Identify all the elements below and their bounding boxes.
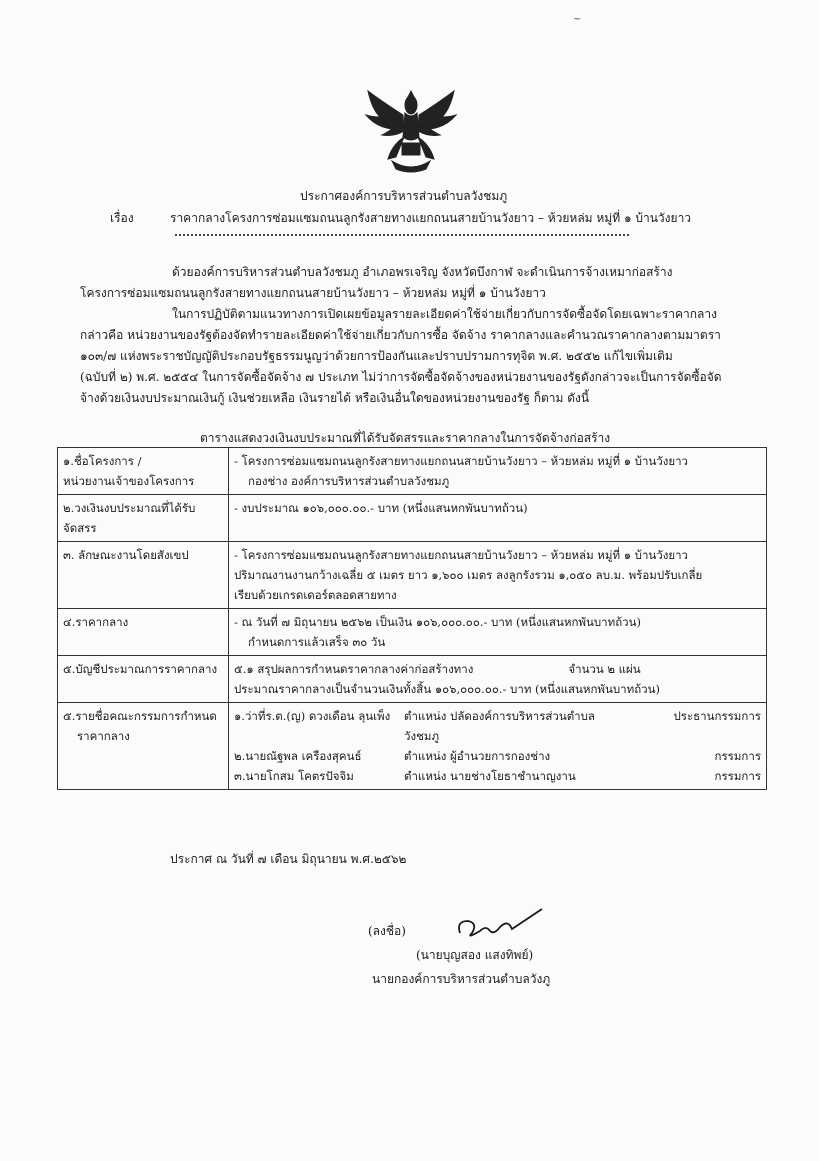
subject-label: เรื่อง xyxy=(110,211,134,225)
row-label: ๑.ชื่อโครงการ / หน่วยงานเจ้าของโครงการ xyxy=(58,448,229,495)
row-label: ๓. ลักษณะงานโดยสังเขป xyxy=(58,542,229,609)
committee-member: ๒.นายณัฐพล เครืองสุคนธ์ ตำแหน่ง ผู้อำนวยการกองช่าง กรรมการ xyxy=(234,749,761,763)
intro-paragraph xyxy=(80,262,770,304)
table-row xyxy=(58,656,767,703)
subject-text: ราคากลางโครงการซ่อมแซมถนนลูกรังสายทางแยกถนนสายบ้านวังยาว – ห้วยหล่ม หมู่ที่ ๑ บ้านวังยาว xyxy=(170,211,692,225)
committee-member: ๓.นายโกสม โคตรปัจจิม ตำแหน่ง นายช่างโยธาชำนาญงาน กรรมการ xyxy=(234,769,761,783)
budget-table xyxy=(57,447,767,790)
paragraph-line: (ฉบับที่ ๒) พ.ศ. ๒๕๕๔ ในการจัดซื้อจัดจ้าง ๗ ประเภท ไม่ว่าการจัดซื้อจัดจ้างของหน่วยงานของรัฐดังกล่าวจะเป็นการจัดซื้อจัด xyxy=(80,370,722,384)
table-row xyxy=(58,448,767,495)
signature-icon xyxy=(450,905,550,945)
row-content: - งบประมาณ ๑๐๖,๐๐๐.๐๐.- บาท (หนึ่งแสนหกพันบาทถ้วน) xyxy=(229,495,767,542)
paragraph-line: จ้างด้วยเงินงบประมาณเงินกู้ เงินช่วยเหลือ เงินรายได้ หรือเงินอื่นใดของหน่วยงานของรัฐ ก็ตาม ดังนี้ xyxy=(80,391,590,405)
paragraph-line: ด้วยองค์การบริหารส่วนตำบลวังชมภู อำเภอพรเจริญ จังหวัดบึงกาฬ จะดำเนินการจ้างเหมาก่อสร้าง xyxy=(172,265,673,279)
row-label: ๕.บัญชีประมาณการราคากลาง xyxy=(58,656,229,703)
paragraph-line: กล่าวคือ หน่วยงานของรัฐต้องจัดทำรายละเอียดค่าใช้จ่ายเกี่ยวกับการซื้อ จัดจ้าง ราคากลางและคำนวณราคากลางตามมาตรา xyxy=(80,328,721,342)
table-row xyxy=(58,495,767,542)
signer-title: นายกองค์การบริหารส่วนตำบลวังภู xyxy=(372,972,551,986)
document-title: ประกาศองค์การบริหารส่วนตำบลวังชมภู xyxy=(300,189,508,203)
paragraph-line: โครงการซ่อมแซมถนนลูกรังสายทางแยกถนนสายบ้านวังยาว – ห้วยหล่ม หมู่ที่ ๑ บ้านวังยาว xyxy=(80,286,546,300)
dotted-divider xyxy=(175,234,629,236)
committee-member: ๑.ว่าที่ร.ต.(ญ) ดวงเดือน ลุนเพ็ง ตำแหน่ง ปลัดองค์การบริหารส่วนตำบลวังชมภู ประธานกรรมการ xyxy=(234,709,761,743)
paragraph-line: ในการปฏิบัติตามแนวทางการเปิดเผยข้อมูลรายละเอียดค่าใช้จ่ายเกี่ยวกับการจัดซื้อจัดโดยเฉพาะราคากลาง xyxy=(172,307,718,321)
table-row xyxy=(58,703,767,790)
table-row xyxy=(58,609,767,656)
committee-list xyxy=(229,703,767,790)
signer-name: (นายบุญสอง แสงทิพย์) xyxy=(416,948,534,962)
row-content: - ณ วันที่ ๗ มิถุนายน ๒๕๖๒ เป็นเงิน ๑๐๖,๐๐๐.๐๐.- บาท (หนึ่งแสนหกพันบาทถ้วน) กำหนดการแล้วเสร็จ ๓๐ วัน xyxy=(229,609,767,656)
garuda-emblem-icon xyxy=(362,85,460,175)
row-label: ๔.ราคากลาง xyxy=(58,609,229,656)
disclosure-paragraph xyxy=(80,304,770,409)
row-content: - โครงการซ่อมแซมถนนลูกรังสายทางแยกถนนสายบ้านวังยาว – ห้วยหล่ม หมู่ที่ ๑ บ้านวังยาว กองช่าง องค์การบริหารส่วนตำบลวังชมภู xyxy=(229,448,767,495)
row-content: - โครงการซ่อมแซมถนนลูกรังสายทางแยกถนนสายบ้านวังยาว – ห้วยหล่ม หมู่ที่ ๑ บ้านวังยาว ปริมาณงานงานกว้างเฉลี่ย ๕ เมตร ยาว ๑,๖๐๐ เมตร ลงลูกรังรวม ๑,๐๕๐ ลบ.ม. พร้อมปรับเกลี่ย เรียบด้วยเกรดเดอร์ตลอดสายทาง xyxy=(229,542,767,609)
scan-speck: ~ xyxy=(573,14,582,25)
row-label: ๕.รายชื่อคณะกรรมการกำหนด ราคากลาง xyxy=(58,703,229,790)
table-title: ตารางแสดงวงเงินงบประมาณที่ได้รับจัดสรรและราคากลางในการจัดจ้างก่อสร้าง xyxy=(200,431,611,445)
row-content: ๕.๑ สรุปผลการกำหนดราคากลางค่าก่อสร้างทาง จำนวน ๒ แผ่น ประมาณราคากลางเป็นจำนวนเงินทั้งสิ้น ๑๐๖,๐๐๐.๐๐.- บาท (หนึ่งแสนหกพันบาทถ้วน) xyxy=(229,656,767,703)
paragraph-line: ๑๐๓/๗ แห่งพระราชบัญญัติประกอบรัฐธรรมนูญว่าด้วยการป้องกันและปราบปรามการทุจิต พ.ศ. ๒๕๕๒ แก้ไขเพิ่มเติม xyxy=(80,349,673,363)
sign-label: (ลงชื่อ) xyxy=(368,924,406,938)
row-label: ๒.วงเงินงบประมาณที่ได้รับ จัดสรร xyxy=(58,495,229,542)
table-row xyxy=(58,542,767,609)
announcement-date: ประกาศ ณ วันที่ ๗ เดือน มิถุนายน พ.ศ.๒๕๖๒ xyxy=(170,852,407,866)
